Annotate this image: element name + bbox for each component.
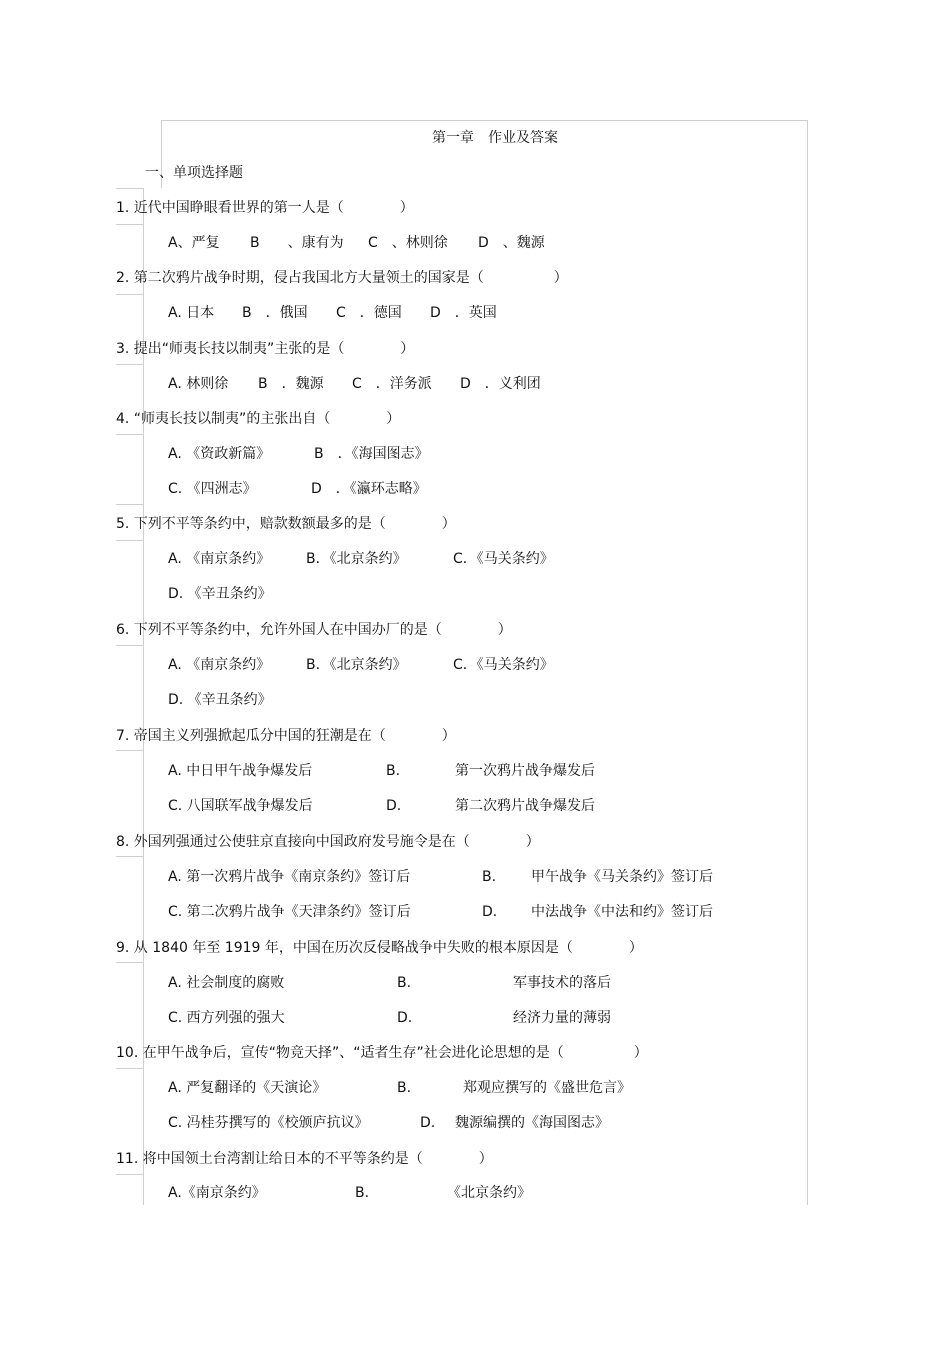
question-10-option-b-letter: B. [397, 1080, 412, 1096]
frame-step-11 [116, 962, 144, 963]
question-7-option-b: 第一次鸦片战争爆发后 [455, 763, 595, 779]
question-8-option-b-letter: B. [482, 869, 497, 885]
frame-step-8 [116, 645, 144, 646]
page-title: 第一章 作业及答案 [432, 130, 558, 146]
question-5-option-d: D. 《辛丑条约》 [168, 586, 272, 602]
frame-line-right [807, 120, 808, 1205]
question-10-option-b: 郑观应撰写的《盛世危言》 [463, 1080, 631, 1096]
frame-step-13 [116, 1174, 144, 1175]
question-9-stem: 9. 从 1840 年至 1919 年，中国在历次反侵略战争中失败的根本原因是（ ） [116, 940, 643, 956]
section-heading: 一、单项选择题 [145, 165, 243, 181]
question-8-stem: 8. 外国列强通过公使驻京直接向中国政府发号施令是在（ ） [116, 834, 540, 850]
question-7-stem: 7. 帝国主义列强掀起瓜分中国的狂潮是在（ ） [116, 728, 456, 744]
question-9-option-d-letter: D. [397, 1010, 413, 1026]
question-8-option-d: 中法战争《中法和约》签订后 [531, 904, 713, 920]
question-10-option-c: C. 冯桂芬撰写的《校颁庐抗议》 [168, 1115, 369, 1131]
question-9-option-b-letter: B. [397, 975, 412, 991]
question-11-option-a: A.《南京条约》 [168, 1185, 266, 1201]
question-7-option-d-letter: D. [386, 798, 402, 814]
frame-step-6 [116, 504, 144, 505]
question-7-option-b-letter: B. [386, 763, 401, 779]
question-7-option-d: 第二次鸦片战争爆发后 [455, 798, 595, 814]
question-2-option-a: A. 日本 [168, 305, 215, 321]
question-4-option-d: D ．《瀛环志略》 [311, 481, 427, 497]
question-5-option-c: C．《马关条约》 [453, 551, 554, 567]
frame-step-1 [116, 188, 144, 189]
question-4-option-c: C. 《四洲志》 [168, 481, 257, 497]
question-3-option-c: C ．洋务派 [352, 376, 432, 392]
frame-step-2 [116, 224, 144, 225]
question-1-option-c: C 、林则徐 [368, 235, 448, 251]
question-3-option-d: D ．义利团 [460, 376, 541, 392]
question-11-stem: 11. 将中国领土台湾割让给日本的不平等条约是（ ） [116, 1151, 493, 1167]
question-9-option-c: C. 西方列强的强大 [168, 1010, 285, 1026]
question-9-option-a: A. 社会制度的腐败 [168, 975, 285, 991]
frame-step-12 [116, 1068, 144, 1069]
question-8-option-a: A. 第一次鸦片战争《南京条约》签订后 [168, 869, 411, 885]
question-10-option-d-letter: D. [420, 1115, 436, 1131]
frame-step-3 [116, 294, 144, 295]
question-11-option-b: 《北京条约》 [447, 1185, 531, 1201]
question-2-option-b: B ．俄国 [242, 305, 308, 321]
question-2-stem: 2. 第二次鸦片战争时期，侵占我国北方大量领土的国家是（ ） [116, 270, 568, 286]
frame-step-7 [116, 540, 144, 541]
question-7-option-a: A. 中日甲午战争爆发后 [168, 763, 313, 779]
question-11-option-b-letter: B. [355, 1185, 370, 1201]
question-3-stem: 3. 提出“师夷长技以制夷”主张的是（ ） [116, 341, 415, 357]
question-4-option-b: B ．《海国图志》 [314, 446, 429, 462]
question-1-option-b: B 、康有为 [250, 235, 344, 251]
question-6-stem: 6. 下列不平等条约中，允许外国人在中国办厂的是（ ） [116, 622, 512, 638]
question-9-option-d: 经济力量的薄弱 [513, 1010, 611, 1026]
question-8-option-c: C. 第二次鸦片战争《天津条约》签订后 [168, 904, 411, 920]
question-4-stem: 4. “师夷长技以制夷”的主张出自（ ） [116, 411, 401, 427]
question-2-option-c: C ．德国 [336, 305, 402, 321]
question-10-option-a: A. 严复翻译的《天演论》 [168, 1080, 327, 1096]
question-4-option-a: A. 《资政新篇》 [168, 446, 271, 462]
frame-step-9 [116, 750, 144, 751]
frame-step-10 [116, 856, 144, 857]
question-3-option-b: B ．魏源 [258, 376, 324, 392]
frame-line-top [161, 120, 807, 121]
question-5-option-b: B．《北京条约》 [306, 551, 407, 567]
question-1-stem: 1. 近代中国睁眼看世界的第一人是（ ） [116, 200, 414, 216]
question-8-option-b: 甲午战争《马关条约》签订后 [531, 869, 713, 885]
question-2-option-d: D ．英国 [430, 305, 497, 321]
question-1-option-d: D 、魏源 [478, 235, 545, 251]
frame-step-5 [116, 434, 144, 435]
question-1-option-a: A、严复 [168, 235, 220, 251]
question-6-option-c: C．《马关条约》 [453, 657, 554, 673]
question-10-stem: 10. 在甲午战争后，宣传“物竞天择”、“适者生存”社会进化论思想的是（ ） [116, 1045, 648, 1061]
question-6-option-a: A. 《南京条约》 [168, 657, 271, 673]
frame-step-4 [116, 364, 144, 365]
question-5-stem: 5. 下列不平等条约中，赔款数额最多的是（ ） [116, 516, 456, 532]
question-9-option-b: 军事技术的落后 [513, 975, 611, 991]
question-6-option-d: D. 《辛丑条约》 [168, 692, 272, 708]
question-10-option-d: 魏源编撰的《海国图志》 [455, 1115, 609, 1131]
question-5-option-a: A. 《南京条约》 [168, 551, 271, 567]
question-6-option-b: B．《北京条约》 [306, 657, 407, 673]
question-7-option-c: C. 八国联军战争爆发后 [168, 798, 313, 814]
question-3-option-a: A. 林则徐 [168, 376, 229, 392]
question-8-option-d-letter: D. [482, 904, 498, 920]
